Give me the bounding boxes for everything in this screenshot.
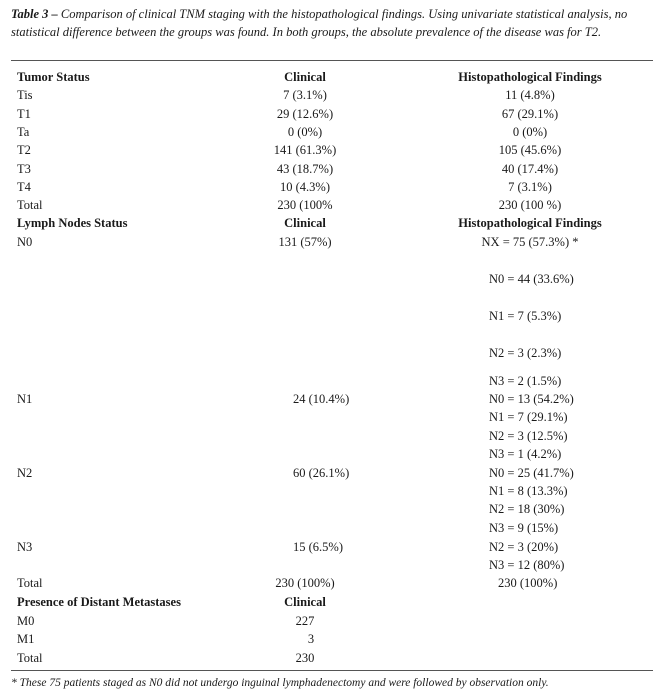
node-row-label: N1 (17, 392, 33, 406)
node-finding: N2 = 18 (30%) (489, 502, 565, 516)
tumor-status-header: Tumor Status (17, 70, 90, 84)
tumor-row-clinical: 7 (3.1%) (283, 88, 327, 102)
tumor-row-label: T2 (17, 143, 31, 157)
node-finding: N1 = 8 (13.3%) (489, 484, 568, 498)
tumor-total-clinical: 230 (100% (277, 198, 333, 212)
node-finding: N3 = 2 (1.5%) (489, 374, 562, 388)
tumor-row-findings: 105 (45.6%) (498, 143, 562, 157)
nodes-total-clinical: 230 (100%) (275, 576, 335, 590)
tumor-row-findings: 11 (4.8%) (505, 88, 555, 102)
clinical-header: Clinical (284, 216, 326, 230)
node-finding: N2 = 3 (2.3%) (489, 346, 562, 360)
tumor-row-label: Tis (17, 88, 33, 102)
node-row-label: N3 (17, 540, 33, 554)
node-row-label: N2 (17, 466, 33, 480)
nodes-total-findings: 230 (100%) (498, 576, 558, 590)
caption-label: Table 3 – (11, 7, 58, 21)
table-caption (11, 5, 656, 41)
tumor-row-label: Ta (17, 125, 30, 139)
metastases-row-clinical: 227 (295, 614, 315, 628)
tumor-row-label: T3 (17, 162, 31, 176)
metastases-row-clinical: 3 (307, 632, 315, 646)
tumor-total-label: Total (17, 198, 43, 212)
node-finding: N0 = 25 (41.7%) (489, 466, 574, 480)
tumor-row-findings: 7 (3.1%) (508, 180, 552, 194)
node-finding: N3 = 12 (80%) (489, 558, 565, 572)
clinical-header: Clinical (284, 70, 326, 84)
node-finding: N2 = 3 (20%) (489, 540, 559, 554)
tumor-row-clinical: 43 (18.7%) (276, 162, 334, 176)
tumor-row-findings: 40 (17.4%) (501, 162, 559, 176)
findings-header: Histopathological Findings (458, 70, 602, 84)
node-finding: N0 = 44 (33.6%) (489, 272, 574, 286)
node-finding: N3 = 1 (4.2%) (489, 447, 562, 461)
tumor-row-label: T4 (17, 180, 31, 194)
node-finding: NX = 75 (57.3%) * (481, 235, 579, 249)
metastases-row-label: M1 (17, 632, 35, 646)
tumor-row-findings: 0 (0%) (512, 125, 548, 139)
table-footnote: * These 75 patients staged as N0 did not undergo inguinal lymphadenectomy and were followed by observation only. (11, 677, 549, 689)
nodes-total-label: Total (17, 576, 43, 590)
tumor-row-clinical: 0 (0%) (287, 125, 323, 139)
tumor-row-clinical: 10 (4.3%) (280, 180, 330, 194)
node-row-clinical: 131 (57%) (278, 235, 332, 249)
node-row-clinical: 15 (6.5%) (293, 540, 343, 554)
clinical-header: Clinical (284, 595, 326, 609)
tumor-row-clinical: 141 (61.3%) (273, 143, 337, 157)
top-rule (11, 60, 653, 61)
lymph-nodes-header: Lymph Nodes Status (17, 216, 128, 230)
node-finding: N3 = 9 (15%) (489, 521, 559, 535)
metastases-row-label: M0 (17, 614, 35, 628)
metastases-header: Presence of Distant Metastases (17, 595, 181, 609)
node-row-clinical: 60 (26.1%) (293, 466, 350, 480)
bottom-rule (11, 670, 653, 671)
node-finding: N1 = 7 (29.1%) (489, 410, 568, 424)
node-finding: N1 = 7 (5.3%) (489, 309, 562, 323)
findings-header: Histopathological Findings (458, 216, 602, 230)
node-finding: N2 = 3 (12.5%) (489, 429, 568, 443)
metastases-total-label: Total (17, 651, 43, 665)
metastases-total-clinical: 230 (295, 651, 315, 665)
node-finding: N0 = 13 (54.2%) (489, 392, 574, 406)
caption-text: Comparison of clinical TNM staging with the histopathological findings. Using univariate statistical analysis, no statistical difference between the groups was found. In both groups, the absolute prevalence of the disease was for T2. (11, 7, 628, 39)
tumor-total-findings: 230 (100 %) (498, 198, 562, 212)
tumor-row-clinical: 29 (12.6%) (276, 107, 334, 121)
tumor-row-findings: 67 (29.1%) (501, 107, 559, 121)
node-row-clinical: 24 (10.4%) (293, 392, 350, 406)
tumor-row-label: T1 (17, 107, 31, 121)
node-row-label: N0 (17, 235, 33, 249)
